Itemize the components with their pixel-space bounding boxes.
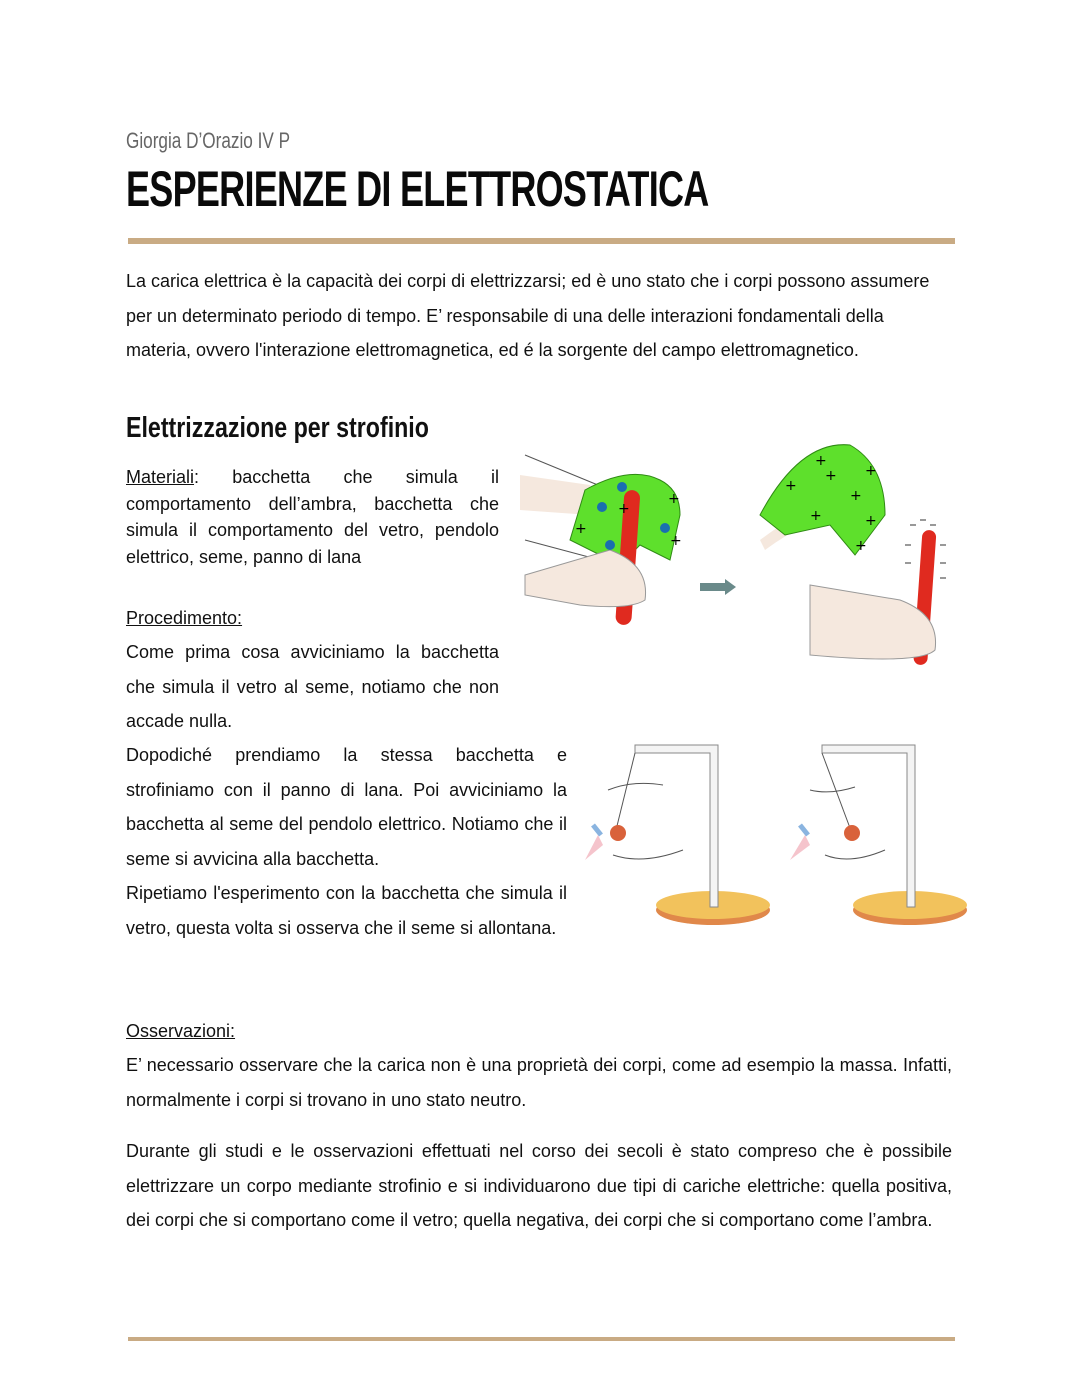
procedure-label: Procedimento: <box>126 608 243 628</box>
materials-paragraph <box>126 464 499 570</box>
bottom-divider <box>128 1337 955 1341</box>
svg-text:+: + <box>825 468 837 484</box>
pendulum-illustration <box>583 735 968 930</box>
svg-text:+: + <box>865 513 877 529</box>
observations-label: Osservazioni: <box>126 1021 236 1041</box>
intro-paragraph: La carica elettrica è la capacità dei corpi di elettrizzarsi; ed è uno stato che i corpi possono assumere per un determinato periodo di tempo. E’ responsabile di una delle interazioni fondamentali della materia, ovvero l'interazione elettromagnetica, ed é la sorgente del campo elettromagnetico. <box>126 271 930 360</box>
top-divider <box>128 238 955 244</box>
section-heading: Elettrizzazione per strofinio <box>126 412 429 444</box>
svg-text:+: + <box>815 453 827 469</box>
pendulum-left <box>585 745 770 925</box>
materials-label: Materiali <box>126 467 195 487</box>
svg-text:+: + <box>785 478 797 494</box>
page-title: ESPERIENZE DI ELETTROSTATICA <box>126 161 709 217</box>
author-line: Giorgia D’Orazio IV P <box>126 128 291 153</box>
procedure-step-1: Come prima cosa avviciniamo la bacchetta che simula il vetro al seme, notiamo che non accade nulla. <box>126 642 499 731</box>
svg-text:+: + <box>855 538 867 554</box>
svg-text:+: + <box>865 463 877 479</box>
svg-text:+: + <box>810 508 822 524</box>
procedure-step-2: Dopodiché prendiamo la stessa bacchetta e strofiniamo con il panno di lana. Poi avviciniamo la bacchetta al seme del pendolo elettrico. Notiamo che il seme si avvicina alla bacchetta. <box>126 745 567 869</box>
rubbing-illustration <box>520 435 950 675</box>
pendulum-right <box>790 745 967 925</box>
materials-text: : bacchetta che simula il comportamento dell’ambra, bacchetta che simula il comportamento del vetro, pendolo elettrico, seme, panno di lana <box>126 467 499 567</box>
svg-text:+: + <box>850 488 862 504</box>
svg-text:+: + <box>575 521 587 537</box>
svg-text:+: + <box>670 533 682 549</box>
observations-paragraph-1: E’ necessario osservare che la carica non è una proprietà dei corpi, come ad esempio la massa. Infatti, normalmente i corpi si trovano in uno stato neutro. <box>126 1055 952 1110</box>
svg-text:+: + <box>618 501 630 517</box>
procedure-step-3: Ripetiamo l'esperimento con la bacchetta che simula il vetro, questa volta si osserva che il seme si allontana. <box>126 883 567 938</box>
svg-text:+: + <box>668 491 680 507</box>
observations-paragraph-2: Durante gli studi e le osservazioni effettuati nel corso dei secoli è stato compreso che è possibile elettrizzare un corpo mediante strofinio e si individuarono due tipi di cariche elettriche: quella positiva, dei corpi che si comportano come il vetro; quella negativa, dei corpi che si comportano come l’ambra. <box>126 1141 952 1230</box>
